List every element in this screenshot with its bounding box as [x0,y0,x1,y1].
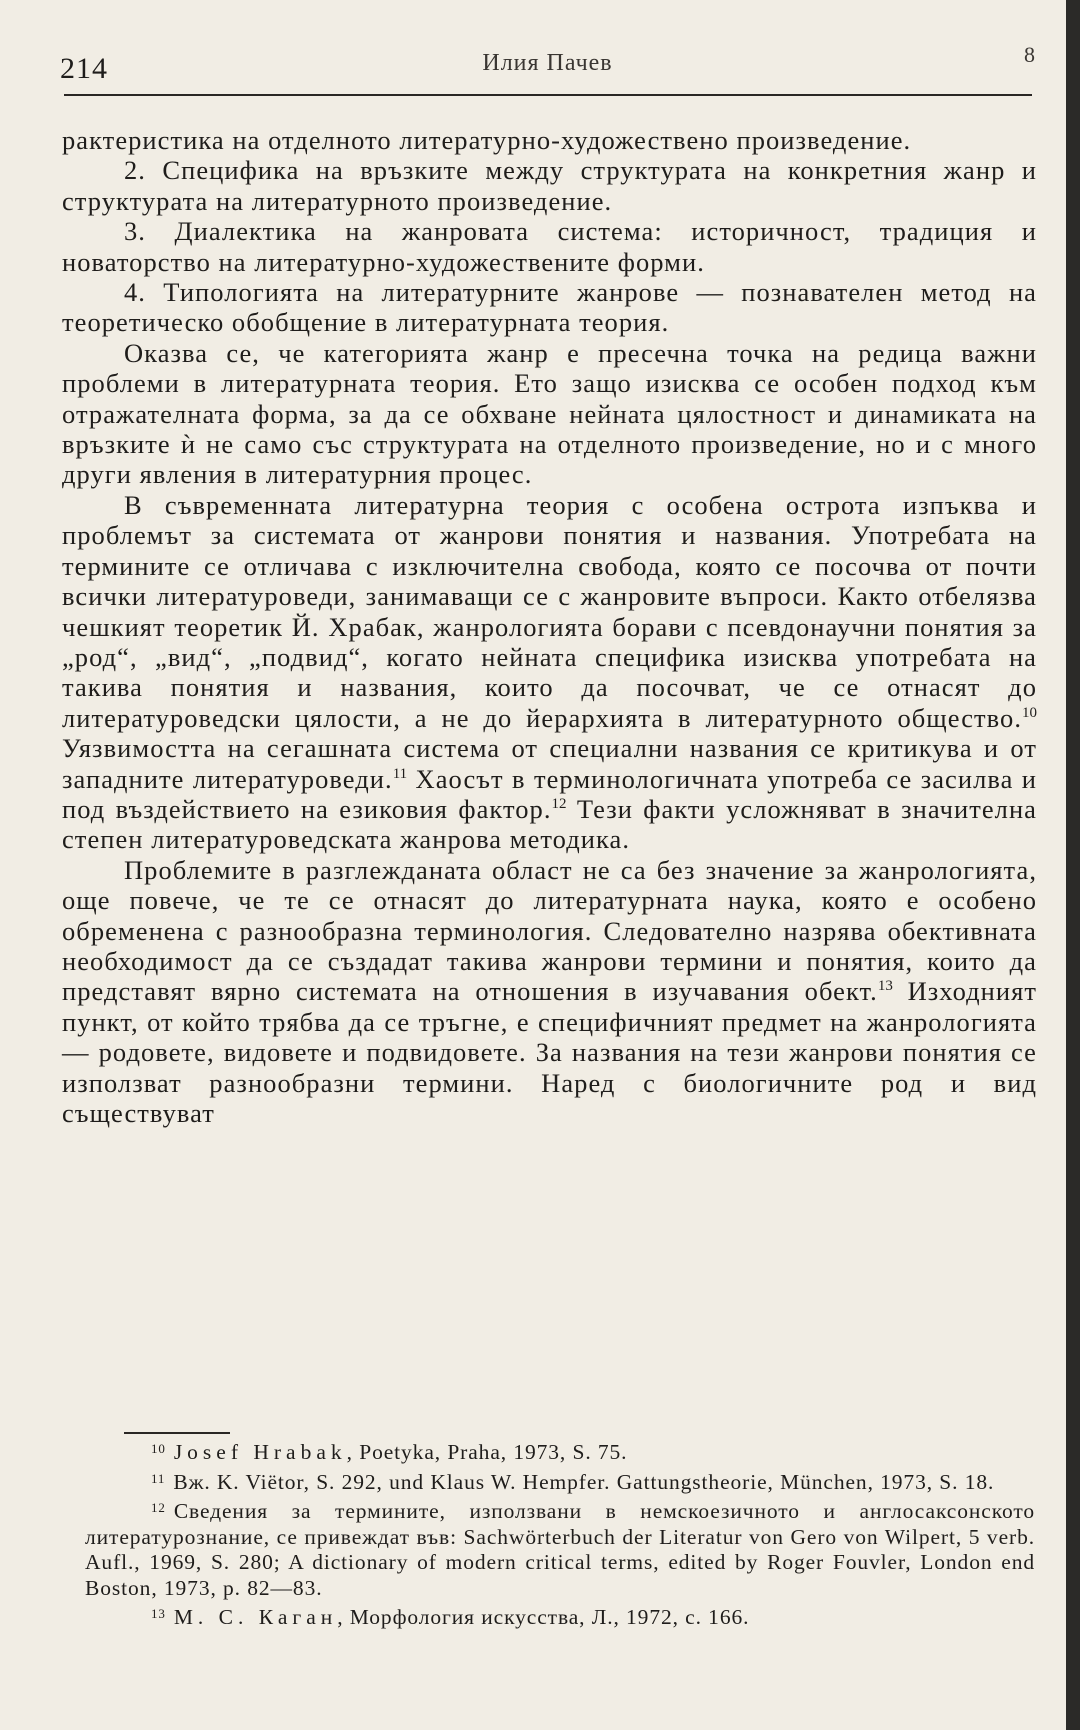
text-segment: Тези факти усложняват в значителна степен литературоведската жанрова методика. [62,793,1037,855]
footnote-ref-10[interactable]: 10 [1022,704,1037,721]
footnote-text: , Poetyka, Praha, 1973, S. 75. [346,1440,628,1464]
footnote-author: М. С. Каган [173,1605,338,1629]
footnote-rule [124,1432,230,1434]
page-edge-shadow [1066,0,1080,1730]
list-item-2: 2. Специфика на връзките между структурата на конкретния жанр и структурата на литературното произведение. [62,155,1037,216]
page-number: 214 [60,52,108,85]
footnotes [85,1436,1035,1631]
footnote-number: 12 [151,1500,166,1515]
list-item-4: 4. Типологията на литературните жанрове — познавателен метод на теоретическо обобщение в литературната теория. [62,277,1037,338]
footnote-text: , Морфология искусства, Л., 1972, с. 166. [337,1605,750,1629]
paragraph-terminology [62,490,1037,855]
text-segment: Изходният пункт, от който трябва да се тръгне, е специфичният предмет на жанрологията — родовете, видовете и подвидовете. За названия на тези жанрови понятия се използват разнообразни термини. Наред с биологичните род и вид съществуват [62,976,1037,1128]
text-segment: В съвременната литературна теория с особена острота изпъква и проблемът за системата от жанрови понятия и названия. Употребата на термините се отличава с изключителна свобода, която се посочва от почти всички литературоведи, занимаващи се с жанровите въпроси. Както отбелязва чешкият теоретик Й. Храбак, жанрологията борави с псевдонаучни понятия за „род“, „вид“, „подвид“, когато нейната специфика изисква употребата на такива понятия и названия, които да посочват, че се отнасят до литературоведски цялости, а не до йерархията в литературното общество. [62,489,1037,733]
page-header [60,42,1035,92]
footnote-10 [85,1436,1035,1466]
footnote-11 [85,1466,1035,1496]
footnote-ref-11[interactable]: 11 [392,765,408,782]
footnote-author: Josef Hrabak [173,1440,347,1464]
header-rule [64,94,1032,96]
text-segment: Хаосът в терминологичната употреба се засилва и под въздействието на езиковия фактор. [62,763,1037,824]
list-item-3: 3. Диалектика на жанровата система: историчност, традиция и новаторство на литературно-художествените форми. [62,216,1037,277]
footnote-number: 10 [151,1441,166,1456]
footnote-ref-12[interactable]: 12 [551,795,567,812]
paragraph-problems [62,855,1037,1129]
footnote-number: 11 [151,1470,166,1486]
footnote-number: 13 [151,1606,166,1621]
intro-paragraph: рактеристика на отделното литературно-художествено произведение. [62,125,912,155]
footnote-text: Сведения за термините, използвани в немскоезичното и англосаксонското литературознание, се привеждат във: Sachwörterbuch der Literatur von Gero von Wilpert, 5 verb. Aufl., 1969, S. 280; A dictionary of modern critical terms, edited by Roger Fouvler, London end Boston, 1973, p. 82—83. [85,1499,1035,1600]
footnote-12 [85,1495,1035,1601]
text-segment: Проблемите в разглежданата област не са без значение за жанрологията, още повече, че те се отнасят до литературната наука, която е особено обременена с разнообразна терминология. Следователно назрява обективната необходимост да се създадат такива жанрови термини и понятия, които да представят вярно системата на отношения в изучавания обект. [62,854,1037,1007]
footnote-13 [85,1601,1035,1631]
footnote-author: Вж. K. Viëtor [173,1469,304,1494]
text-segment: Уязвимостта на сегашната система от специални названия се критикува и от западните литературоведи. [62,733,1037,794]
paragraph-genre-category: Оказва се, че категорията жанр е пресечна точка на редица важни проблеми в литературната теория. Ето защо изисква се особен подход към отражателната форма, за да се обхване нейната цялостност и динамиката на връзките ѝ не само със структурата на отделното произведение, но и с много други явления в литературния процес. [62,337,1037,490]
footnote-ref-13[interactable]: 13 [877,978,893,995]
main-text [62,125,1037,1128]
signature-mark: 8 [1024,42,1035,67]
footnote-text: , S. 292, und Klaus W. Hempfer. Gattungstheorie, München, 1973, S. 18. [303,1469,995,1494]
running-title: Илия Пачев [482,50,613,76]
